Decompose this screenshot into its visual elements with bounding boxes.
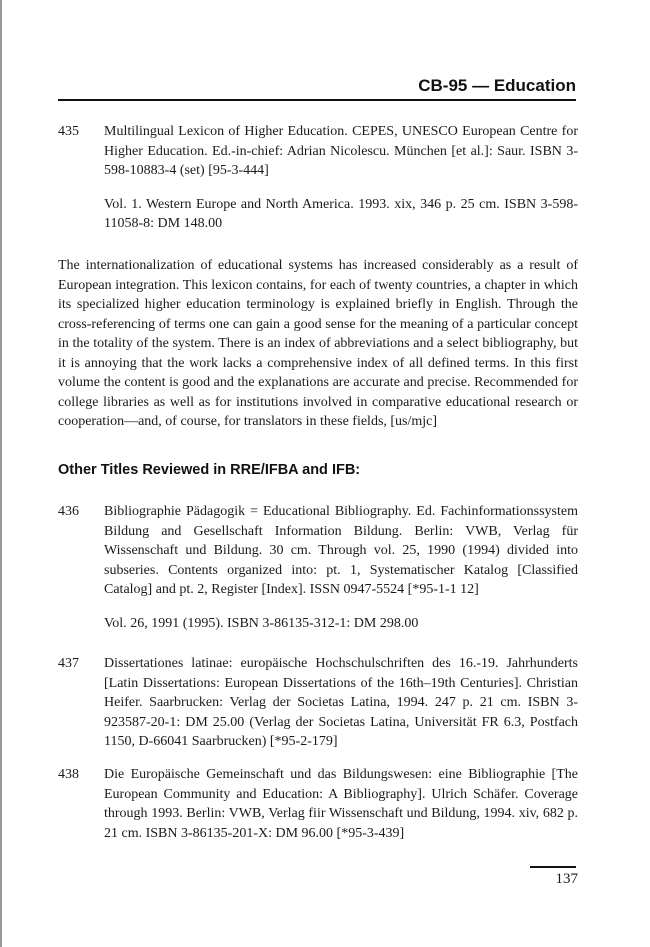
entry-volume: Vol. 26, 1991 (1995). ISBN 3-86135-312-1: DM 298.00 <box>104 615 419 631</box>
page-edge <box>0 0 2 947</box>
entry-437 <box>58 654 578 752</box>
entry-438 <box>58 765 578 843</box>
entry-435 <box>58 122 578 234</box>
entry-number: 436 <box>58 504 79 519</box>
entry-number: 438 <box>58 767 79 782</box>
entry-436 <box>58 502 578 633</box>
entry-citation: Multilingual Lexicon of Higher Education. CEPES, UNESCO European Centre for Higher Education. Ed.-in-chief: Adrian Nicolescu. München [et al.]: Saur. ISBN 3-598-10883-4 (set) [95-3-444] <box>104 124 578 178</box>
entry-number: 435 <box>58 124 79 139</box>
section-heading: Other Titles Reviewed in RRE/IFBA and IFB: <box>58 462 361 478</box>
entry-number: 437 <box>58 656 79 671</box>
entry-citation: Bibliographie Pädagogik = Educational Bibliography. Ed. Fachinformationssystem Bildung and Gesellschaft Information Bildung. Berlin: VWB, Verlag für Wissenschaft und Bildung. 30 cm. Through vol. 25, 1990 (1994) divided into subseries. Contents organized into: pt. 1, Systematischer Katalog [Classified Catalog] and pt. 2, Register [Index]. ISSN 0947-5524 [*95-1-1 12] <box>104 504 578 597</box>
entry-volume: Vol. 1. Western Europe and North America. 1993. xix, 346 p. 25 cm. ISBN 3-598-11058-8: DM 148.00 <box>104 196 578 231</box>
header-rule <box>58 99 576 101</box>
running-header-title: CB-95 — Education <box>418 76 576 95</box>
entry-citation: Die Europäische Gemeinschaft und das Bildungswesen: eine Bibliographie [The European Community and Education: A Bibliography]. Ulrich Schäfer. Coverage through 1993. Berlin: VWB, Verlag fiir Wissenschaft und Bildung, 1994. xiv, 682 p. 21 cm. ISBN 3-86135-201-X: DM 96.00 [*95-3-439] <box>104 767 578 841</box>
review-text: The internationalization of educational systems has increased considerably as a result of European integration. This lexicon contains, for each of twenty countries, a chapter in which its specialized higher education terminology is explained briefly in English. Through the cross-referencing of terms one can gain a good sense for the meaning of a particular concept in the totality of the system. There is an index of abbreviations and a select bibliography, but it is annoying that the work lacks a comprehensive index of all defined terms. In this first volume the content is good and the explanations are accurate and precise. Recommended for college libraries as well as for institutions involved in comparative educational research or cooperation—and, of course, for translators in these fields, [us/mjc] <box>58 258 578 429</box>
footer-rule <box>530 866 576 868</box>
entry-citation: Dissertationes latinae: europäische Hochschulschriften des 16.-19. Jahrhunderts [Latin Dissertations: European Dissertations of the 16th–19th Centuries]. Christian Heifer. Saarbrucken: Verlag der Societas Latina, 1994. 247 p. 21 cm. ISBN 3-923587-20-1: DM 25.00 (Verlag der Societas Latina, Universität FR 6.3, Postfach 1150, D-66041 Saarbrucken) [*95-2-179] <box>104 656 578 749</box>
page-number: 137 <box>555 871 578 887</box>
